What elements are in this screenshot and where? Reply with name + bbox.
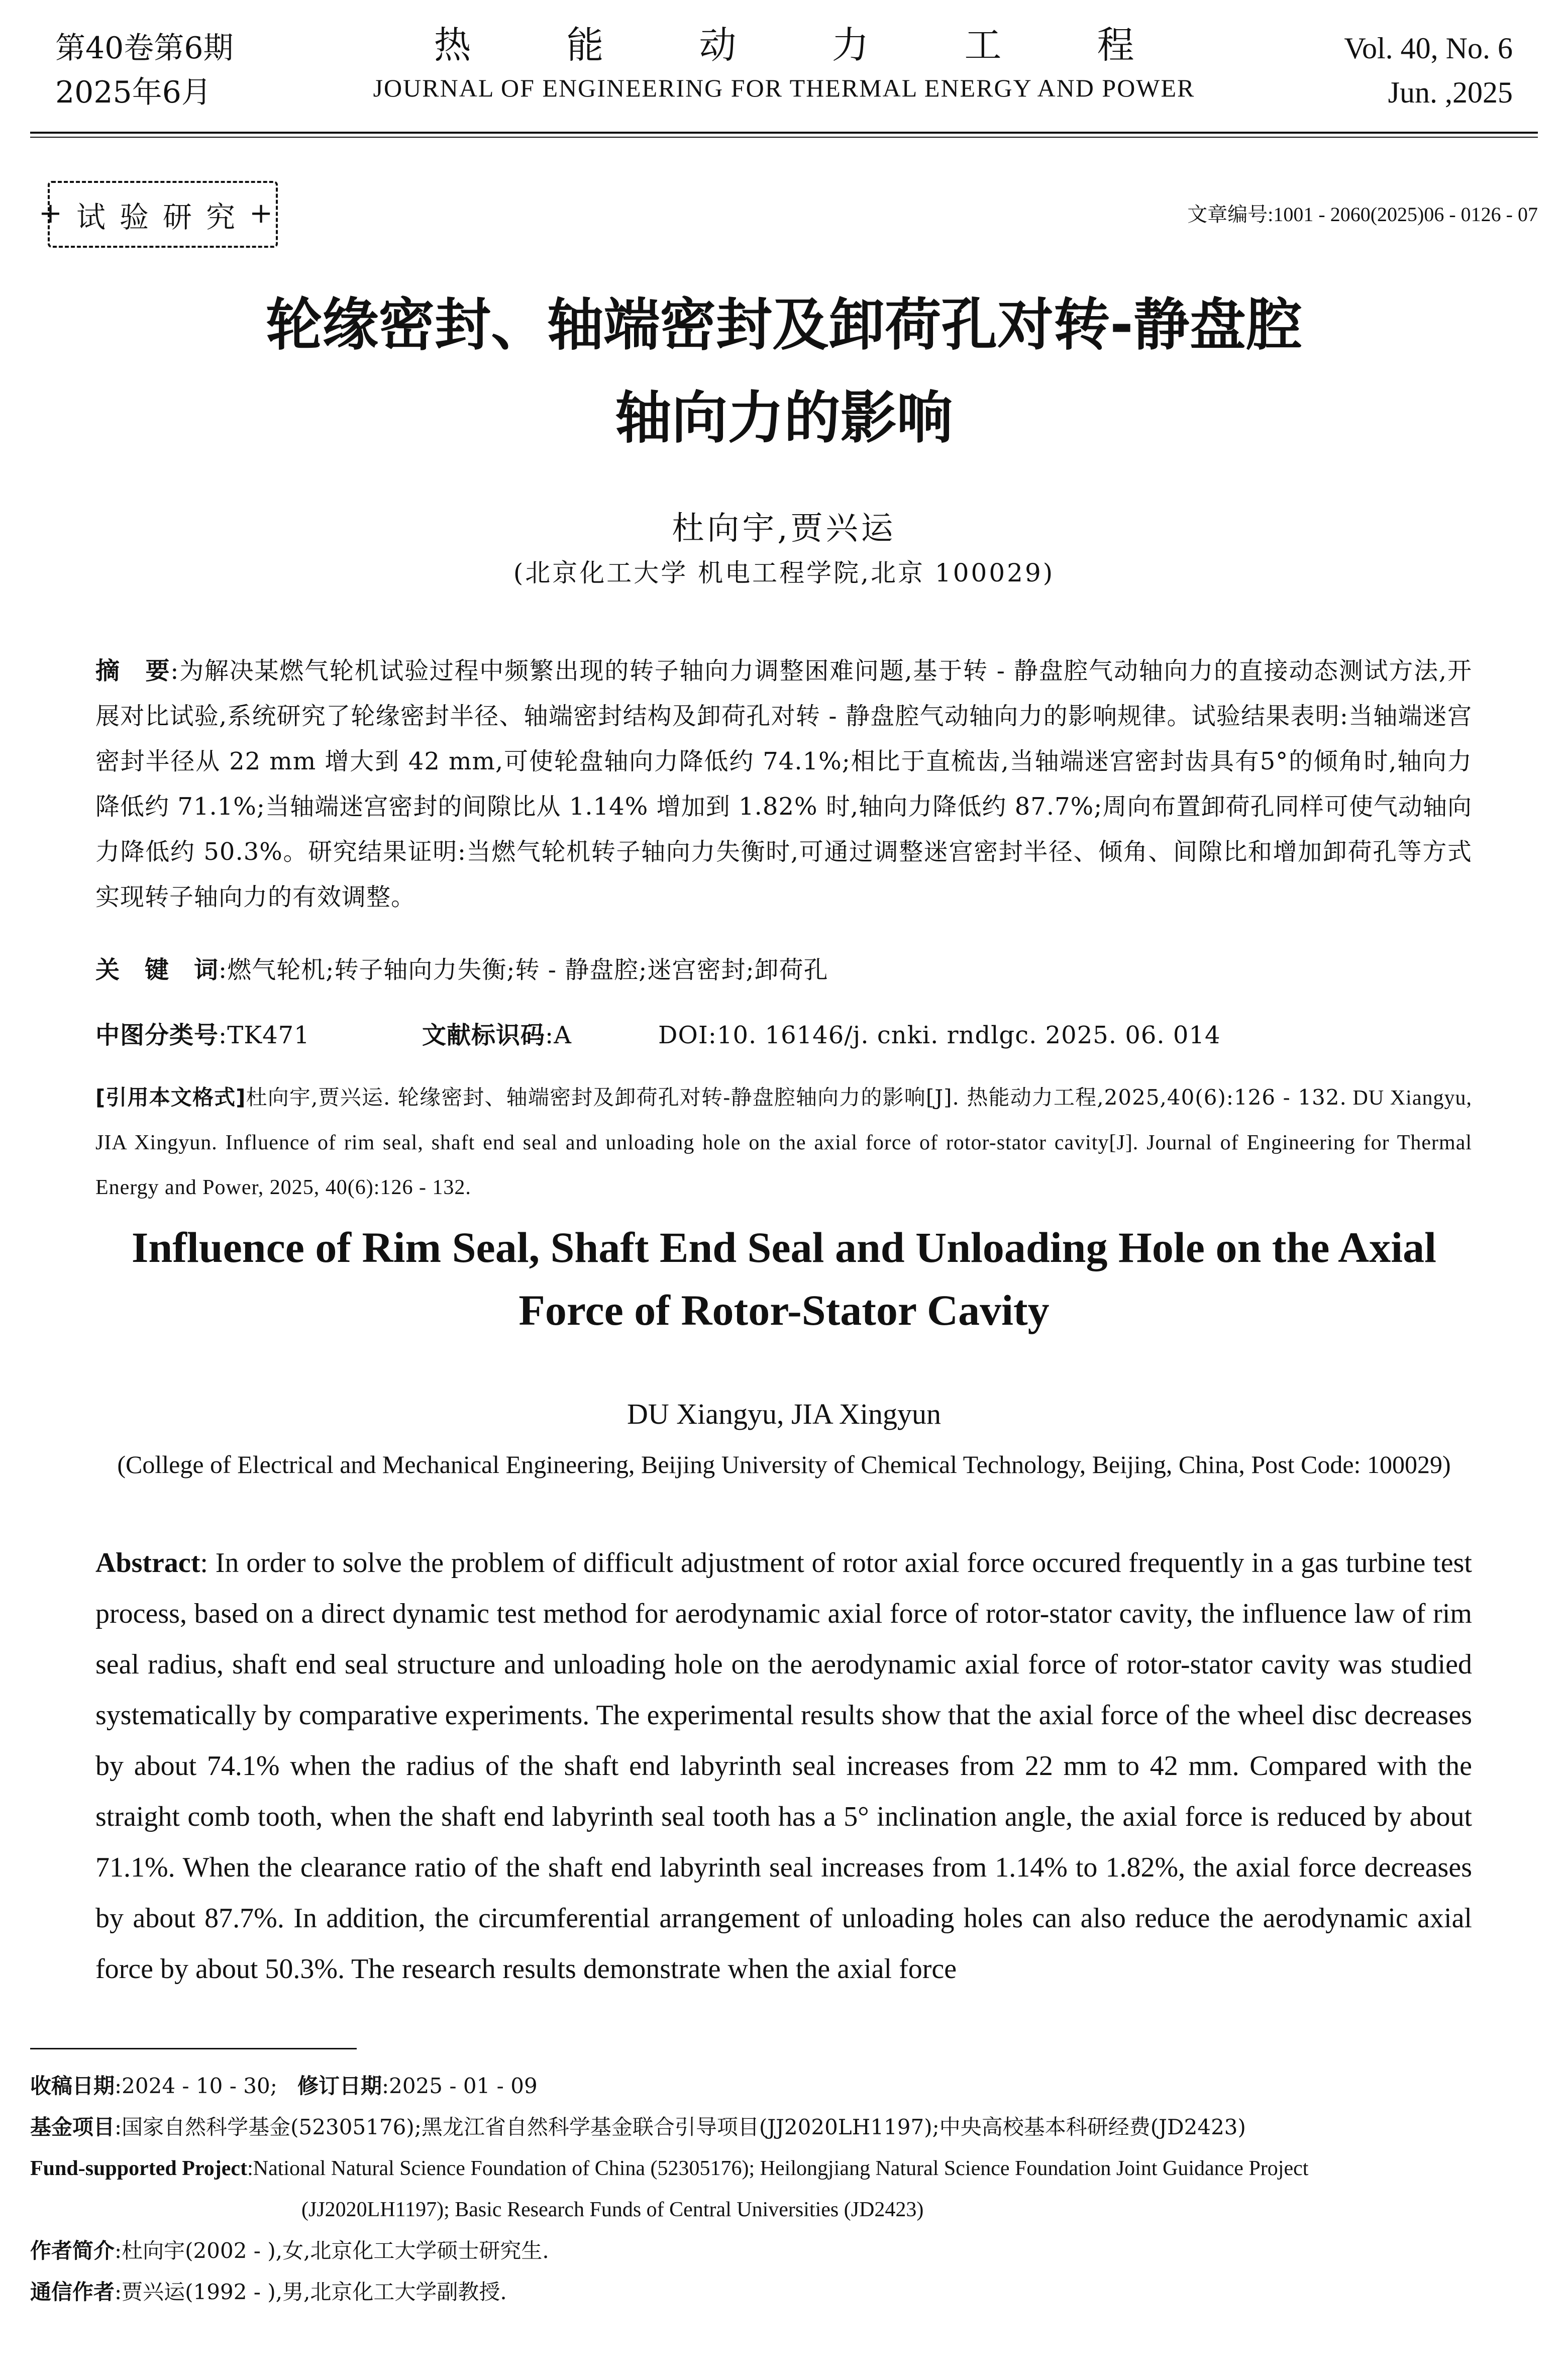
abstract-cn-text: :为解决某燃气轮机试验过程中频繁出现的转子轴向力调整困难问题,基于转 - 静盘腔气动轴向力的直接动态测试方法,开展对比试验,系统研究了轮缘密封半径、轴端密封结构及卸荷孔对转 - 静盘腔气动轴向力的影响规律。试验结果表明:当轴端迷宫密封半径从 22 mm 增大到 42 mm,可使轮盘轴向力降低约 74.1%;相比于直梳齿,当轴端迷宫密封齿具有5°的倾角时,轴向力降低约 71.1%;当轴端迷宫密封的间隙比从 1.14% 增加到 1.82% 时,轴向力降低约 87.7%;周向布置卸荷孔同样可使气动轴向力降低约 50.3%。研究结果证明:当燃气轮机转子轴向力失衡时,可通过调整迷宫密封半径、倾角、间隙比和增加卸荷孔等方式实现转子轴向力的有效调整。 [95,657,1472,911]
received-value: :2024 - 10 - 30; [115,2074,277,2098]
revised-label: 修订日期 [297,2074,382,2098]
volume-issue-cn: 第40卷第6期 [55,31,234,66]
authors-cn: 杜向宇,贾兴运 [672,510,896,547]
author-bio-value: :杜向宇(2002 - ),女,北京化工大学硕士研究生. [115,2238,549,2263]
corresponding-label: 通信作者 [30,2280,115,2304]
citation-text-en: DU Xiangyu, JIA Xingyun. Influence of rim seal, shaft end seal and unloading hole on the axial force of rotor-stator cavity[J]. Journal of Engineering for Thermal Energy and Power, 2025, 40(6):126 - 132. [95,1087,1472,1199]
section-tag [48,181,278,248]
abstract-cn [95,648,1472,920]
title-en-line2: Force of Rotor-Stator Cavity [518,1286,1050,1334]
doc-code-label: 文献标识码 [422,1021,546,1049]
keywords-cn-text: :燃气轮机;转子轴向力失衡;转 - 静盘腔;迷宫密封;卸荷孔 [219,956,828,984]
document-code [422,1013,658,1058]
doi: DOI:10. 16146/j. cnki. rndlgc. 2025. 06. 014 [658,1021,1221,1049]
journal-name [0,20,1568,106]
journal-name-cn: 热能动力工程 [434,24,1230,67]
title-en [0,1216,1568,1342]
keywords-cn-label: 关 键 词 [95,956,219,984]
fund-en-footnote [30,2148,1537,2189]
header-divider-thin [30,137,1538,138]
corresponding-value: :贾兴运(1992 - ),男,北京化工大学副教授. [115,2280,507,2304]
affiliation-en: (College of Electrical and Mechanical Engineering, Beijing University of Chemical Technology, Beijing, China, Post Code: 100029) [117,1450,1451,1479]
affiliation-cn: (北京化工大学 机电工程学院,北京 100029) [513,558,1055,587]
date-cn: 2025年6月 [55,75,212,110]
corresponding-author-footnote [30,2272,1537,2313]
clc-value: :TK471 [219,1021,310,1049]
clc-label: 中图分类号 [95,1021,219,1049]
citation-format [95,1075,1472,1210]
fund-cn-label: 基金项目 [30,2115,115,2139]
title-en-line1: Influence of Rim Seal, Shaft End Seal and Unloading Hole on the Axial [131,1223,1437,1271]
dates-footnote [30,2065,1537,2107]
section-tag-label: + 试验研究 [76,200,249,234]
fund-en-footnote-cont: (JJ2020LH1197); Basic Research Funds of Central Universities (JD2423) [301,2198,924,2221]
title-cn-line1: 轮缘密封、轴端密封及卸荷孔对转-静盘腔 [266,292,1302,358]
title-cn-line2: 轴向力的影响 [615,385,953,451]
revised-value: :2025 - 01 - 09 [381,2074,538,2098]
date-en: Jun. ,2025 [1388,76,1513,109]
citation-label: [引用本文格式] [95,1085,246,1110]
classification-line [95,1013,1472,1058]
footnotes [30,2065,1537,2313]
title-cn [0,279,1568,465]
fund-en-value-1: :National Natural Science Foundation of China (52305176); Heilongjiang Natural Science Foundation Joint Guidance Project [247,2157,1309,2180]
journal-name-en: JOURNAL OF ENGINEERING FOR THERMAL ENERGY AND POWER [373,74,1195,102]
header-divider [30,132,1538,134]
author-bio-footnote [30,2230,1537,2272]
abstract-en-label: Abstract [95,1547,200,1579]
fund-cn-footnote [30,2107,1537,2148]
authors-en: DU Xiangyu, JIA Xingyun [626,1398,942,1430]
clc-code [95,1013,422,1058]
doc-code-value: :A [545,1021,572,1049]
received-label: 收稿日期 [30,2074,115,2098]
footnote-divider [30,2048,357,2049]
abstract-cn-label: 摘 要 [95,657,171,685]
volume-issue-en: Vol. 40, No. 6 [1344,32,1513,65]
abstract-en [95,1538,1472,1995]
author-bio-label: 作者简介 [30,2238,115,2263]
abstract-en-text: : In order to solve the problem of difficult adjustment of rotor axial force occured frequently in a gas turbine test process, based on a direct dynamic test method for aerodynamic axial force of rotor-stator cavity, the influence law of rim seal radius, shaft end seal structure and unloading hole on the aerodynamic axial force of rotor-stator cavity was studied systematically by comparative experiments. The experimental results show that the axial force of the wheel disc decreases by about 74.1% when the radius of the shaft end labyrinth seal increases from 22 mm to 42 mm. Compared with the straight comb tooth, when the shaft end labyrinth seal tooth has a 5° inclination angle, the axial force is reduced by about 71.1%. When the clearance ratio of the shaft end labyrinth seal increases from 1.14% to 1.82%, the axial force decreases by about 87.7%. In addition, the circumferential arrangement of unloading holes can also reduce the aerodynamic axial force by about 50.3%. The research results demonstrate when the axial force [95,1547,1472,1985]
article-number: 文章编号:1001 - 2060(2025)06 - 0126 - 07 [1187,203,1538,226]
fund-en-label: Fund-supported Project [30,2157,248,2180]
issue-info-en [1344,26,1513,115]
keywords-cn [95,947,1472,993]
fund-cn-value: :国家自然科学基金(52305176);黑龙江省自然科学基金联合引导项目(JJ2020LH1197);中央高校基本科研经费(JD2423) [115,2115,1246,2139]
citation-text-cn: 杜向宇,贾兴运. 轮缘密封、轴端密封及卸荷孔对转-静盘腔轴向力的影响[J]. 热能动力工程,2025,40(6):126 - 132. [246,1085,1347,1110]
